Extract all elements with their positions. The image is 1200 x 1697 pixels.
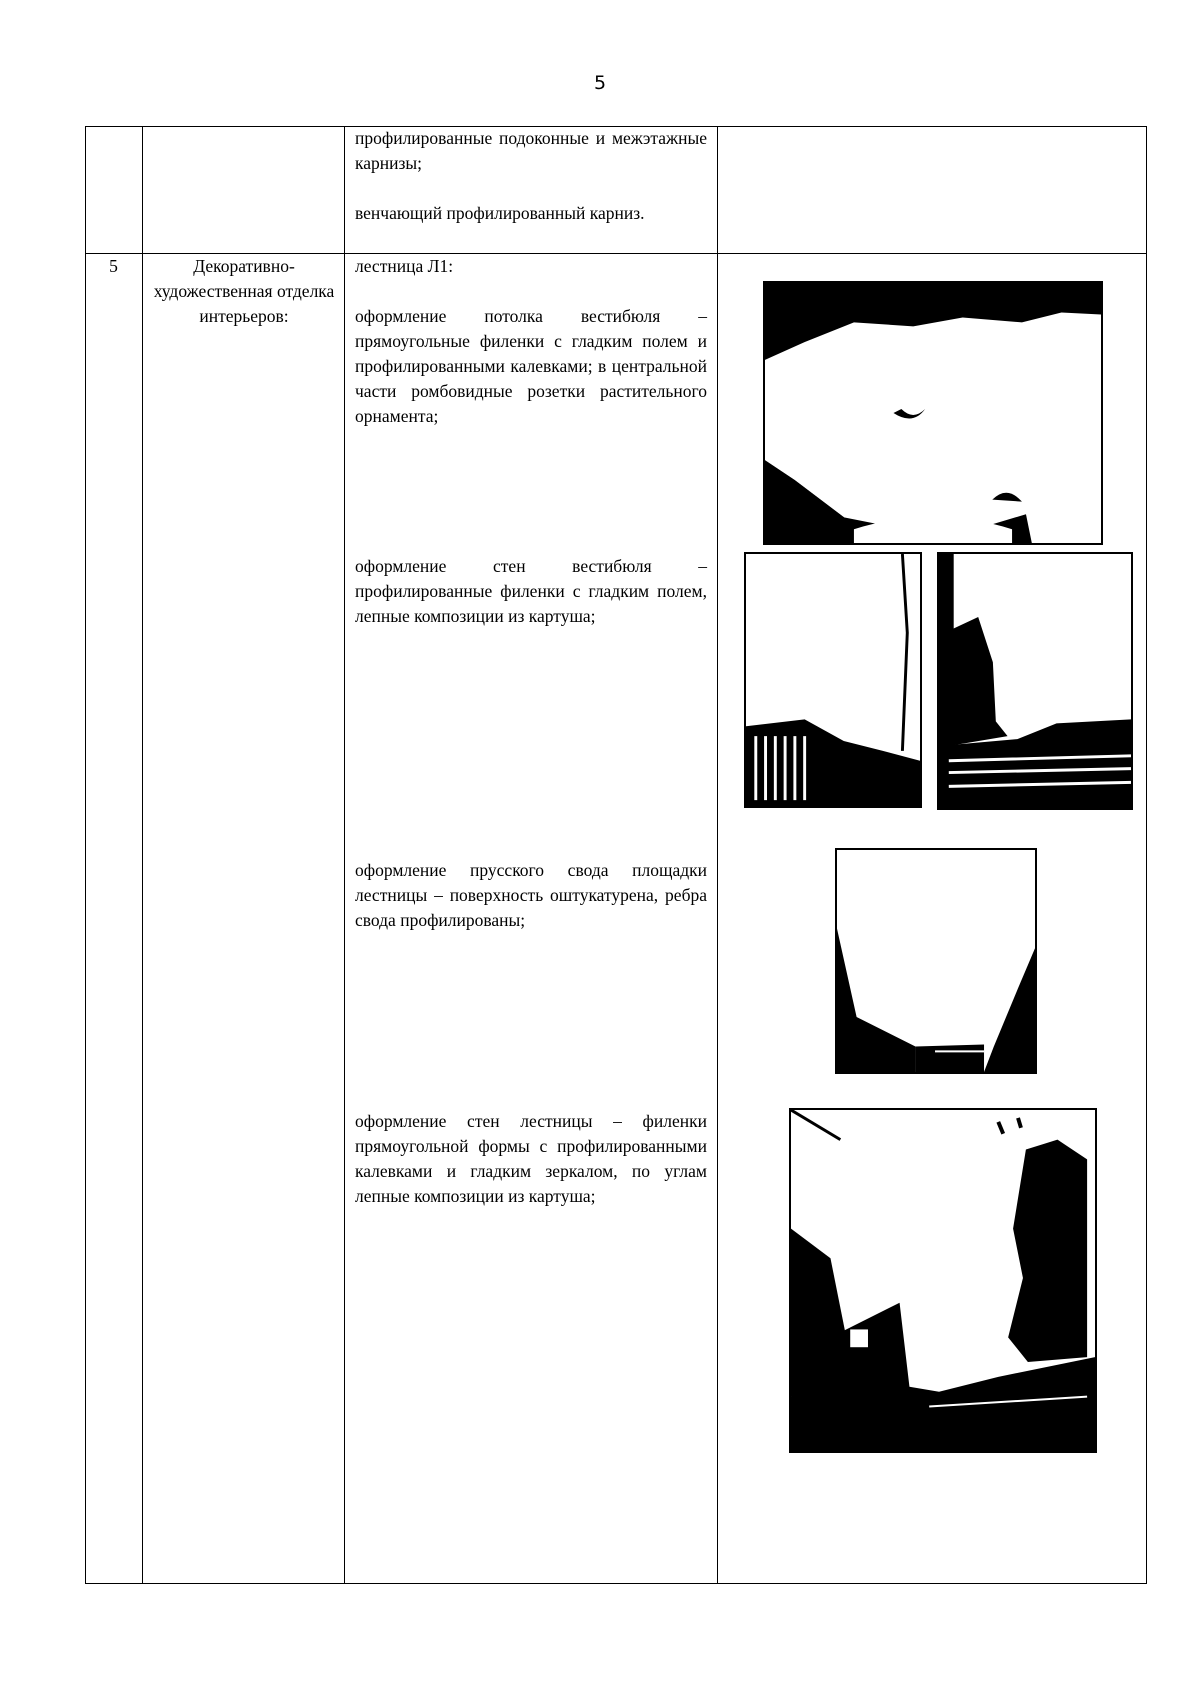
column-divider: [717, 126, 718, 1584]
table-cell-description: профилированные подоконные и межэтажные карнизы;: [355, 128, 707, 173]
photo-vestibule-wall-left: [744, 552, 922, 808]
row-number: 5: [109, 256, 118, 276]
table-border-bottom: [85, 1583, 1147, 1584]
column-divider: [1146, 126, 1147, 1584]
monument-table: [85, 126, 1147, 1584]
description-paragraph: оформление стен лестницы – филенки прямоугольной формы с профилированными калевками и гладким зеркалом, по углам лепные композиции из картуша;: [355, 1111, 707, 1206]
table-cell-description: венчающий профилированный карниз.: [355, 203, 645, 223]
page-number: 5: [593, 72, 607, 94]
photo-staircase-walls: [789, 1108, 1097, 1453]
photo-vestibule-ceiling: [763, 281, 1103, 545]
description-paragraph: оформление потолка вестибюля – прямоугольные филенки с гладким полем и профилированными калевками; в центральной части ромбовидные розетки растительного орнамента;: [355, 306, 707, 426]
column-divider: [85, 126, 86, 1584]
description-paragraph: оформление стен вестибюля – профилированные филенки с гладким полем, лепные композиции из картуша;: [355, 556, 707, 626]
photo-prussian-vault: [835, 848, 1037, 1074]
column-divider: [344, 126, 345, 1584]
category-label: Декоративно-художественная отделка интерьеров:: [153, 256, 335, 326]
description-paragraph: оформление прусского свода площадки лестницы – поверхность оштукатурена, ребра свода профилированы;: [355, 860, 707, 930]
photo-vestibule-wall-right: [937, 552, 1133, 810]
column-divider: [142, 126, 143, 1584]
section-heading: лестница Л1:: [355, 256, 454, 276]
